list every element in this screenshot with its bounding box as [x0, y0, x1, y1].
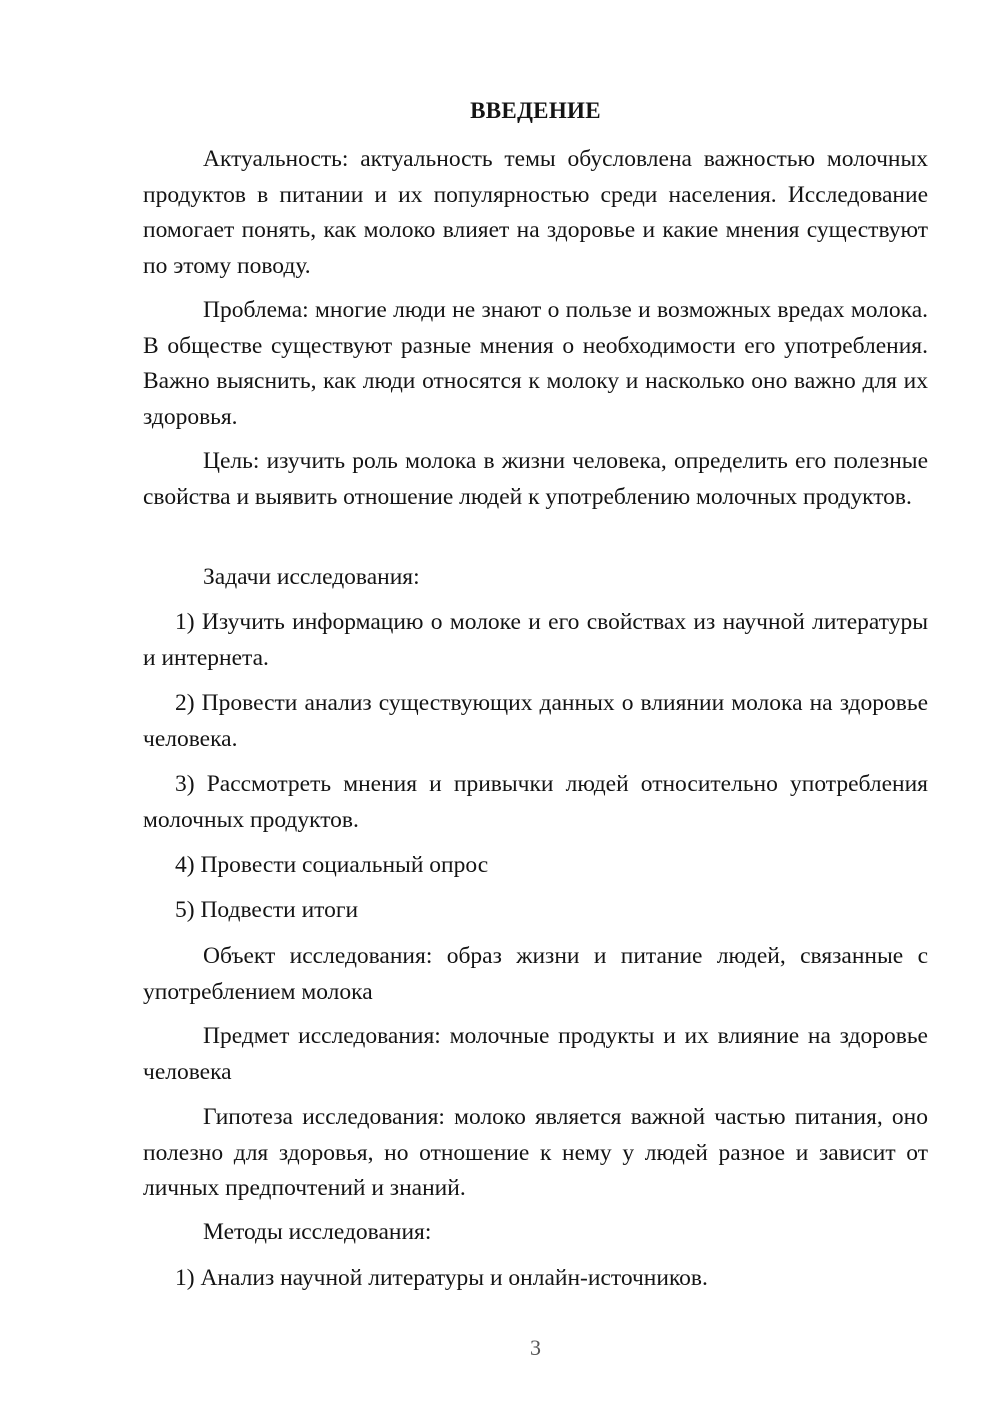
object-paragraph: Объект исследования: образ жизни и питание людей, связанные с употреблением молока	[143, 943, 928, 1005]
task-item-5: 5) Подвести итоги	[175, 897, 359, 923]
problem-paragraph: Проблема: многие люди не знают о пользе и возможных вредах молока. В обществе существуют разные мнения о необходимости его употребления. Важно выяснить, как люди относятся к молоку и насколько оно важно для их здоровья.	[143, 297, 928, 430]
page-number: 3	[530, 1335, 541, 1360]
subject-paragraph: Предмет исследования: молочные продукты и их влияние на здоровье человека	[143, 1023, 928, 1085]
methods-title: Методы исследования:	[203, 1219, 432, 1245]
task-item-1: 1) Изучить информацию о молоке и его свойствах из научной литературы и интернета.	[143, 609, 928, 671]
tasks-title: Задачи исследования:	[203, 564, 420, 590]
relevance-paragraph: Актуальность: актуальность темы обусловлена важностью молочных продуктов в питании и их популярностью среди населения. Исследование помогает понять, как молоко влияет на здоровье и какие мнения существуют по этому поводу.	[143, 146, 928, 279]
goal-paragraph: Цель: изучить роль молока в жизни человека, определить его полезные свойства и выявить отношение людей к употреблению молочных продуктов.	[143, 448, 928, 510]
task-item-4: 4) Провести социальный опрос	[175, 852, 489, 878]
task-item-3: 3) Рассмотреть мнения и привычки людей относительно употребления молочных продуктов.	[143, 771, 928, 833]
section-heading: ВВЕДЕНИЕ	[470, 98, 601, 123]
method-item-1: 1) Анализ научной литературы и онлайн-источников.	[175, 1265, 708, 1291]
task-item-2: 2) Провести анализ существующих данных о влиянии молока на здоровье человека.	[143, 690, 928, 752]
hypothesis-paragraph: Гипотеза исследования: молоко является важной частью питания, оно полезно для здоровья, но отношение к нему у людей разное и зависит от личных предпочтений и знаний.	[143, 1104, 928, 1201]
